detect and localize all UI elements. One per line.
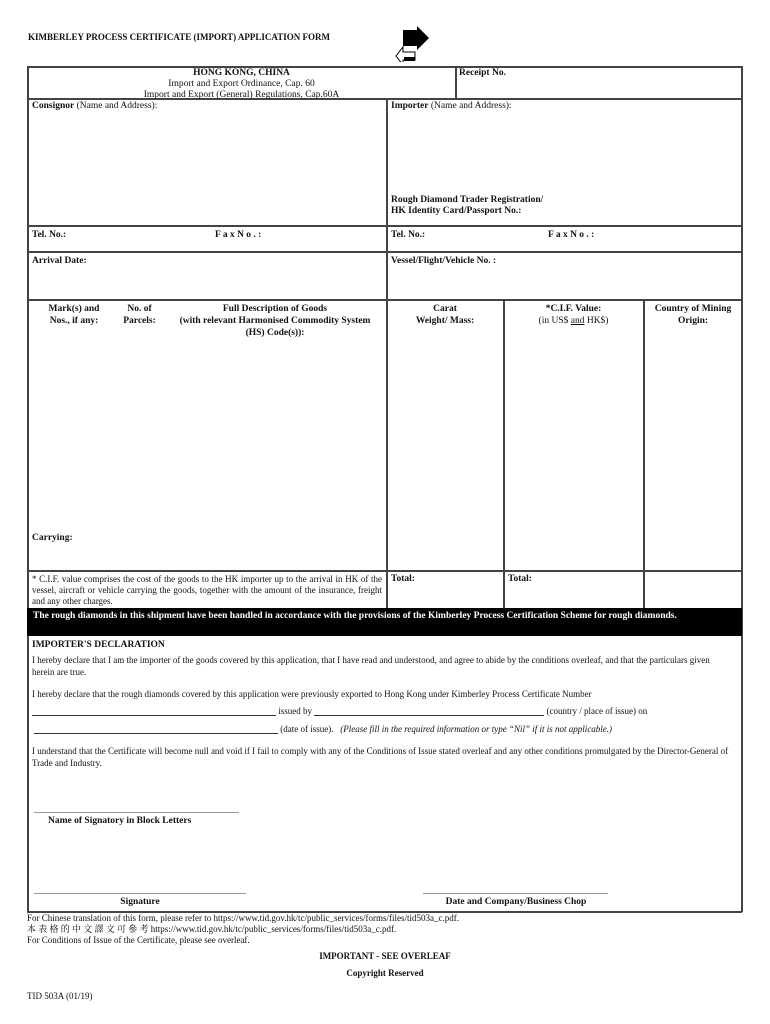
signature-label: Signature xyxy=(120,897,160,907)
importer-tel[interactable]: Tel. No.: xyxy=(391,230,426,240)
total-cif[interactable]: Total: xyxy=(508,574,532,584)
signatory-input[interactable] xyxy=(34,812,239,813)
copyright: Copyright Reserved xyxy=(346,968,424,978)
total-carat[interactable]: Total: xyxy=(391,574,415,584)
importer-sub: (Name and Address): xyxy=(428,101,512,111)
declaration-p2: I hereby declare that the rough diamonds covered by this application were previously exported to Hong Kong under Kimberley Process Certificate Number xyxy=(32,689,592,699)
receipt-no-label: Receipt No. xyxy=(459,68,506,78)
ordinance: Import and Export Ordinance, Cap. 60 xyxy=(168,79,315,89)
regulations: Import and Export (General) Regulations, Cap.60A xyxy=(143,90,340,100)
date-chop-label: Date and Company/Business Chop xyxy=(445,897,587,907)
certificate-issue-line: issued by (country / place of issue) on xyxy=(32,706,647,716)
reg-label-1: Rough Diamond Trader Registration/ xyxy=(391,195,544,205)
carrying-field[interactable]: Carrying: xyxy=(32,533,73,543)
footer-line-1: For Chinese translation of this form, please refer to https://www.tid.gov.hk/tc/public_services/forms/files/tid503a_c.pdf. xyxy=(27,913,459,923)
cif-header: *C.I.F. Value: (in US$ and HK$) xyxy=(538,304,609,326)
arrival-date-field[interactable]: Arrival Date: xyxy=(32,256,87,266)
date-of-issue-input[interactable] xyxy=(34,733,278,734)
header-block xyxy=(28,68,455,101)
description-header: Full Description of Goods (with relevant Harmonised Commodity System (HS) Code(s)): xyxy=(179,304,371,338)
parcels-header: No. of Parcels: xyxy=(123,304,156,326)
marks-header: Mark(s) and Nos., if any: xyxy=(48,304,100,326)
important-note: IMPORTANT - SEE OVERLEAF xyxy=(319,951,451,961)
reg-label-2: HK Identity Card/Passport No.: xyxy=(391,206,522,216)
importer-label: Importer xyxy=(391,101,429,111)
vessel-field[interactable]: Vessel/Flight/Vehicle No. : xyxy=(391,256,497,266)
country-input[interactable] xyxy=(314,715,544,716)
declaration-p3: I understand that the Certificate will become null and void if I fail to comply with any of the Conditions of Issue stated overleaf and any other conditions promulgated by the Director-General of Trade and Industry. xyxy=(32,746,729,768)
consignor-field[interactable] xyxy=(32,101,157,111)
importer-fax[interactable]: F a x N o . : xyxy=(548,230,595,240)
form-title: KIMBERLEY PROCESS CERTIFICATE (IMPORT) APPLICATION FORM xyxy=(28,32,330,42)
arrows-logo-icon xyxy=(395,26,431,62)
date-issue-line: (date of issue). (Please fill in the required information or type “Nil” if it is not applicable.) xyxy=(34,724,612,734)
footer-line-3: For Conditions of Issue of the Certificate, please see overleaf. xyxy=(27,935,250,945)
kimberley-banner: The rough diamonds in this shipment have been handled in accordance with the provisions of the Kimberley Process Certification Scheme for rough diamonds. xyxy=(27,608,742,636)
footer-line-2: 本 表 格 的 中 文 譯 文 可 參 考 https://www.tid.gov.hk/tc/public_services/forms/files/tid503a_c.pdf. xyxy=(27,924,397,934)
region: HONG KONG, CHINA xyxy=(193,68,290,78)
consignor-fax[interactable]: F a x N o . : xyxy=(215,230,262,240)
certificate-number-input[interactable] xyxy=(32,715,276,716)
date-chop-input[interactable] xyxy=(423,893,608,894)
signatory-label: Name of Signatory in Block Letters xyxy=(48,816,192,826)
carat-header: Carat Weight/ Mass: xyxy=(415,304,475,326)
country-header: Country of Mining Origin: xyxy=(654,304,732,326)
trader-registration-field[interactable] xyxy=(391,195,543,217)
declaration-heading: IMPORTER'S DECLARATION xyxy=(32,640,165,650)
cif-note: * C.I.F. value comprises the cost of the goods to the HK importer up to the arrival in HK of the vessel, aircraft or vehicle carrying the goods, together with the amount of the insurance, freight and any other charges. xyxy=(32,574,382,606)
consignor-label: Consignor xyxy=(32,101,75,111)
footer-notes xyxy=(27,913,459,946)
importer-field[interactable] xyxy=(391,101,512,111)
form-number: TID 503A (01/19) xyxy=(27,991,93,1001)
consignor-sub: (Name and Address): xyxy=(74,101,158,111)
signature-input[interactable] xyxy=(34,893,246,894)
declaration-p1: I hereby declare that I am the importer of the goods covered by this application, that I have read and understood, and agree to abide by the conditions overleaf, and that the particulars given herein are true. xyxy=(32,655,710,677)
consignor-tel[interactable]: Tel. No.: xyxy=(32,230,67,240)
